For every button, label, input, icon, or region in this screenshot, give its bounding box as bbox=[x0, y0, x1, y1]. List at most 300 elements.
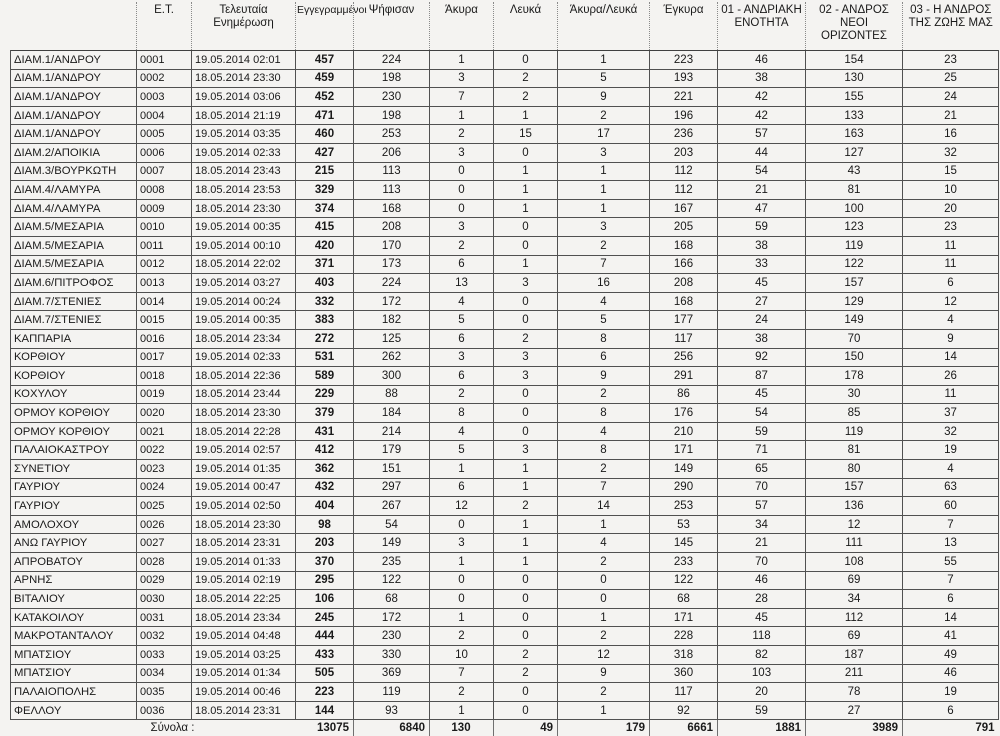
party-3-votes: 19 bbox=[903, 441, 999, 460]
last-update: 19.05.2014 03:06 bbox=[192, 88, 296, 107]
last-update: 18.05.2014 21:19 bbox=[192, 106, 296, 125]
voted-count: 235 bbox=[354, 553, 430, 572]
blank-count: 3 bbox=[494, 367, 558, 386]
table-row bbox=[11, 236, 999, 255]
voted-count: 119 bbox=[354, 683, 430, 702]
table-row bbox=[11, 311, 999, 330]
invalid-blank-count: 2 bbox=[558, 236, 650, 255]
header-blank: Λευκά bbox=[494, 2, 558, 51]
valid-count: 117 bbox=[650, 683, 718, 702]
station-name: ΔΙΑΜ.1/ΑΝΔΡΟΥ bbox=[11, 51, 137, 70]
party-1-votes: 44 bbox=[718, 143, 806, 162]
invalid-count: 2 bbox=[430, 385, 494, 404]
invalid-count: 3 bbox=[430, 218, 494, 237]
total-invalid: 130 bbox=[430, 720, 494, 736]
station-code: 0003 bbox=[137, 88, 192, 107]
registered-count: 460 bbox=[296, 125, 354, 144]
last-update: 19.05.2014 02:19 bbox=[192, 571, 296, 590]
invalid-count: 6 bbox=[430, 329, 494, 348]
results-table bbox=[10, 2, 999, 736]
registered-count: 203 bbox=[296, 534, 354, 553]
station-code: 0014 bbox=[137, 292, 192, 311]
header-registered: Εγγεγραμμένοι bbox=[296, 2, 354, 51]
registered-count: 374 bbox=[296, 199, 354, 218]
blank-count: 2 bbox=[494, 664, 558, 683]
party-1-votes: 38 bbox=[718, 69, 806, 88]
party-3-votes: 21 bbox=[903, 106, 999, 125]
party-3-votes: 23 bbox=[903, 218, 999, 237]
valid-count: 228 bbox=[650, 627, 718, 646]
blank-count: 0 bbox=[494, 236, 558, 255]
station-code: 0007 bbox=[137, 162, 192, 181]
header-party-3: 03 - Η ΑΝΔΡΟΣ ΤΗΣ ΖΩΗΣ ΜΑΣ bbox=[903, 2, 999, 51]
party-1-votes: 45 bbox=[718, 385, 806, 404]
invalid-blank-count: 7 bbox=[558, 478, 650, 497]
table-row bbox=[11, 329, 999, 348]
table-row bbox=[11, 534, 999, 553]
invalid-blank-count: 1 bbox=[558, 181, 650, 200]
station-code: 0005 bbox=[137, 125, 192, 144]
registered-count: 457 bbox=[296, 51, 354, 70]
station-name: ΚΟΡΘΙΟΥ bbox=[11, 367, 137, 386]
last-update: 18.05.2014 22:36 bbox=[192, 367, 296, 386]
header-voted: Ψήφισαν bbox=[354, 2, 430, 51]
party-3-votes: 9 bbox=[903, 329, 999, 348]
station-code: 0008 bbox=[137, 181, 192, 200]
last-update: 19.05.2014 02:33 bbox=[192, 348, 296, 367]
last-update: 18.05.2014 23:34 bbox=[192, 329, 296, 348]
invalid-count: 13 bbox=[430, 274, 494, 293]
registered-count: 471 bbox=[296, 106, 354, 125]
station-code: 0021 bbox=[137, 422, 192, 441]
party-2-votes: 81 bbox=[806, 181, 903, 200]
invalid-count: 4 bbox=[430, 292, 494, 311]
station-code: 0035 bbox=[137, 683, 192, 702]
party-2-votes: 122 bbox=[806, 255, 903, 274]
last-update: 18.05.2014 22:02 bbox=[192, 255, 296, 274]
station-name: ΚΟΡΘΙΟΥ bbox=[11, 348, 137, 367]
party-3-votes: 26 bbox=[903, 367, 999, 386]
party-1-votes: 42 bbox=[718, 106, 806, 125]
voted-count: 297 bbox=[354, 478, 430, 497]
blank-count: 2 bbox=[494, 646, 558, 665]
invalid-blank-count: 9 bbox=[558, 88, 650, 107]
table-row bbox=[11, 664, 999, 683]
registered-count: 371 bbox=[296, 255, 354, 274]
last-update: 18.05.2014 23:31 bbox=[192, 534, 296, 553]
party-2-votes: 154 bbox=[806, 51, 903, 70]
party-1-votes: 47 bbox=[718, 199, 806, 218]
station-code: 0012 bbox=[137, 255, 192, 274]
party-1-votes: 21 bbox=[718, 181, 806, 200]
invalid-blank-count: 7 bbox=[558, 255, 650, 274]
voted-count: 267 bbox=[354, 497, 430, 516]
station-name: ΒΙΤΑΛΙΟΥ bbox=[11, 590, 137, 609]
last-update: 19.05.2014 02:50 bbox=[192, 497, 296, 516]
valid-count: 112 bbox=[650, 162, 718, 181]
table-row bbox=[11, 292, 999, 311]
station-name: ΜΠΑΤΣΙΟΥ bbox=[11, 646, 137, 665]
voted-count: 172 bbox=[354, 292, 430, 311]
valid-count: 290 bbox=[650, 478, 718, 497]
table-row bbox=[11, 553, 999, 572]
table-row bbox=[11, 478, 999, 497]
station-code: 0011 bbox=[137, 236, 192, 255]
party-2-votes: 100 bbox=[806, 199, 903, 218]
station-name: ΔΙΑΜ.2/ΑΠΟΙΚΙΑ bbox=[11, 143, 137, 162]
total-registered: 13075 bbox=[296, 720, 354, 736]
party-3-votes: 11 bbox=[903, 255, 999, 274]
table-row bbox=[11, 608, 999, 627]
last-update: 19.05.2014 03:35 bbox=[192, 125, 296, 144]
table-row bbox=[11, 590, 999, 609]
invalid-blank-count: 1 bbox=[558, 701, 650, 720]
registered-count: 403 bbox=[296, 274, 354, 293]
station-name: ΔΙΑΜ.6/ΠΙΤΡΟΦΟΣ bbox=[11, 274, 137, 293]
party-2-votes: 12 bbox=[806, 515, 903, 534]
station-name: ΣΥΝΕΤΙΟΥ bbox=[11, 460, 137, 479]
invalid-blank-count: 4 bbox=[558, 422, 650, 441]
invalid-count: 0 bbox=[430, 571, 494, 590]
table-row bbox=[11, 199, 999, 218]
header-station-name bbox=[11, 2, 137, 51]
registered-count: 433 bbox=[296, 646, 354, 665]
party-2-votes: 157 bbox=[806, 274, 903, 293]
station-code: 0024 bbox=[137, 478, 192, 497]
total-invalid-blank: 179 bbox=[558, 720, 650, 736]
blank-count: 0 bbox=[494, 627, 558, 646]
invalid-blank-count: 1 bbox=[558, 199, 650, 218]
party-3-votes: 49 bbox=[903, 646, 999, 665]
station-name: ΟΡΜΟΥ ΚΟΡΘΙΟΥ bbox=[11, 404, 137, 423]
party-2-votes: 81 bbox=[806, 441, 903, 460]
party-1-votes: 27 bbox=[718, 292, 806, 311]
party-1-votes: 46 bbox=[718, 571, 806, 590]
party-2-votes: 70 bbox=[806, 329, 903, 348]
valid-count: 68 bbox=[650, 590, 718, 609]
voted-count: 149 bbox=[354, 534, 430, 553]
blank-count: 15 bbox=[494, 125, 558, 144]
station-code: 0018 bbox=[137, 367, 192, 386]
invalid-count: 1 bbox=[430, 608, 494, 627]
last-update: 19.05.2014 04:48 bbox=[192, 627, 296, 646]
blank-count: 0 bbox=[494, 292, 558, 311]
station-name: ΑΡΝΗΣ bbox=[11, 571, 137, 590]
valid-count: 168 bbox=[650, 236, 718, 255]
party-3-votes: 4 bbox=[903, 311, 999, 330]
registered-count: 444 bbox=[296, 627, 354, 646]
table-header bbox=[11, 2, 999, 51]
party-1-votes: 57 bbox=[718, 125, 806, 144]
invalid-blank-count: 1 bbox=[558, 608, 650, 627]
total-blank: 49 bbox=[494, 720, 558, 736]
party-2-votes: 112 bbox=[806, 608, 903, 627]
station-code: 0025 bbox=[137, 497, 192, 516]
station-code: 0010 bbox=[137, 218, 192, 237]
invalid-count: 3 bbox=[430, 348, 494, 367]
party-2-votes: 150 bbox=[806, 348, 903, 367]
registered-count: 329 bbox=[296, 181, 354, 200]
invalid-count: 2 bbox=[430, 236, 494, 255]
invalid-blank-count: 8 bbox=[558, 441, 650, 460]
valid-count: 92 bbox=[650, 701, 718, 720]
voted-count: 170 bbox=[354, 236, 430, 255]
header-party-1: 01 - ΑΝΔΡΙΑΚΗ ΕΝΟΤΗΤΑ bbox=[718, 2, 806, 51]
blank-count: 0 bbox=[494, 608, 558, 627]
registered-count: 432 bbox=[296, 478, 354, 497]
station-code: 0028 bbox=[137, 553, 192, 572]
voted-count: 184 bbox=[354, 404, 430, 423]
party-2-votes: 80 bbox=[806, 460, 903, 479]
registered-count: 229 bbox=[296, 385, 354, 404]
invalid-blank-count: 4 bbox=[558, 292, 650, 311]
valid-count: 221 bbox=[650, 88, 718, 107]
station-code: 0020 bbox=[137, 404, 192, 423]
valid-count: 117 bbox=[650, 329, 718, 348]
party-1-votes: 59 bbox=[718, 701, 806, 720]
registered-count: 98 bbox=[296, 515, 354, 534]
party-3-votes: 6 bbox=[903, 590, 999, 609]
invalid-count: 2 bbox=[430, 683, 494, 702]
invalid-count: 0 bbox=[430, 181, 494, 200]
party-3-votes: 46 bbox=[903, 664, 999, 683]
party-3-votes: 7 bbox=[903, 571, 999, 590]
voted-count: 54 bbox=[354, 515, 430, 534]
invalid-blank-count: 12 bbox=[558, 646, 650, 665]
party-2-votes: 111 bbox=[806, 534, 903, 553]
blank-count: 0 bbox=[494, 51, 558, 70]
party-3-votes: 6 bbox=[903, 701, 999, 720]
registered-count: 295 bbox=[296, 571, 354, 590]
valid-count: 53 bbox=[650, 515, 718, 534]
blank-count: 1 bbox=[494, 460, 558, 479]
party-3-votes: 4 bbox=[903, 460, 999, 479]
invalid-count: 4 bbox=[430, 422, 494, 441]
station-code: 0004 bbox=[137, 106, 192, 125]
last-update: 19.05.2014 02:33 bbox=[192, 143, 296, 162]
last-update: 18.05.2014 23:44 bbox=[192, 385, 296, 404]
table-row bbox=[11, 515, 999, 534]
valid-count: 210 bbox=[650, 422, 718, 441]
voted-count: 172 bbox=[354, 608, 430, 627]
invalid-count: 6 bbox=[430, 478, 494, 497]
last-update: 18.05.2014 23:30 bbox=[192, 69, 296, 88]
party-1-votes: 38 bbox=[718, 236, 806, 255]
last-update: 19.05.2014 02:57 bbox=[192, 441, 296, 460]
blank-count: 1 bbox=[494, 162, 558, 181]
header-invalid: Άκυρα bbox=[430, 2, 494, 51]
party-3-votes: 41 bbox=[903, 627, 999, 646]
party-2-votes: 27 bbox=[806, 701, 903, 720]
station-code: 0016 bbox=[137, 329, 192, 348]
registered-count: 215 bbox=[296, 162, 354, 181]
station-code: 0026 bbox=[137, 515, 192, 534]
invalid-blank-count: 3 bbox=[558, 143, 650, 162]
voted-count: 208 bbox=[354, 218, 430, 237]
valid-count: 112 bbox=[650, 181, 718, 200]
valid-count: 177 bbox=[650, 311, 718, 330]
station-name: ΜΠΑΤΣΙΟΥ bbox=[11, 664, 137, 683]
voted-count: 224 bbox=[354, 51, 430, 70]
invalid-count: 12 bbox=[430, 497, 494, 516]
blank-count: 2 bbox=[494, 88, 558, 107]
totals-label: Σύνολα : bbox=[150, 722, 195, 735]
station-name: ΑΜΟΛΟΧΟΥ bbox=[11, 515, 137, 534]
blank-count: 1 bbox=[494, 534, 558, 553]
blank-count: 1 bbox=[494, 199, 558, 218]
invalid-blank-count: 2 bbox=[558, 683, 650, 702]
invalid-blank-count: 5 bbox=[558, 69, 650, 88]
station-name: ΔΙΑΜ.7/ΣΤΕΝΙΕΣ bbox=[11, 292, 137, 311]
party-2-votes: 133 bbox=[806, 106, 903, 125]
invalid-blank-count: 14 bbox=[558, 497, 650, 516]
voted-count: 113 bbox=[354, 162, 430, 181]
invalid-count: 5 bbox=[430, 441, 494, 460]
party-3-votes: 11 bbox=[903, 236, 999, 255]
party-1-votes: 57 bbox=[718, 497, 806, 516]
last-update: 18.05.2014 22:28 bbox=[192, 422, 296, 441]
blank-count: 0 bbox=[494, 404, 558, 423]
table-row bbox=[11, 218, 999, 237]
registered-count: 362 bbox=[296, 460, 354, 479]
invalid-count: 6 bbox=[430, 255, 494, 274]
station-name: ΔΙΑΜ.3/ΒΟΥΡΚΩΤΗ bbox=[11, 162, 137, 181]
station-code: 0033 bbox=[137, 646, 192, 665]
party-1-votes: 21 bbox=[718, 534, 806, 553]
station-name: ΠΑΛΑΙΟΠΟΛΗΣ bbox=[11, 683, 137, 702]
blank-count: 0 bbox=[494, 422, 558, 441]
header-party-2: 02 - ΑΝΔΡΟΣ ΝΕΟΙ ΟΡΙΖΟΝΤΕΣ bbox=[806, 2, 903, 51]
total-party-1: 1881 bbox=[718, 720, 806, 736]
header-invalid-blank: Άκυρα/Λευκά bbox=[558, 2, 650, 51]
station-code: 0015 bbox=[137, 311, 192, 330]
blank-count: 1 bbox=[494, 553, 558, 572]
party-1-votes: 65 bbox=[718, 460, 806, 479]
station-name: ΔΙΑΜ.4/ΛΑΜΥΡΑ bbox=[11, 181, 137, 200]
invalid-blank-count: 2 bbox=[558, 460, 650, 479]
station-name: ΚΑΠΠΑΡΙΑ bbox=[11, 329, 137, 348]
registered-count: 404 bbox=[296, 497, 354, 516]
party-3-votes: 32 bbox=[903, 422, 999, 441]
station-name: ΔΙΑΜ.1/ΑΝΔΡΟΥ bbox=[11, 125, 137, 144]
station-code: 0006 bbox=[137, 143, 192, 162]
invalid-count: 2 bbox=[430, 125, 494, 144]
party-3-votes: 11 bbox=[903, 385, 999, 404]
station-name: ΔΙΑΜ.1/ΑΝΔΡΟΥ bbox=[11, 88, 137, 107]
valid-count: 122 bbox=[650, 571, 718, 590]
party-3-votes: 32 bbox=[903, 143, 999, 162]
voted-count: 206 bbox=[354, 143, 430, 162]
blank-count: 1 bbox=[494, 106, 558, 125]
party-1-votes: 82 bbox=[718, 646, 806, 665]
party-2-votes: 149 bbox=[806, 311, 903, 330]
voted-count: 262 bbox=[354, 348, 430, 367]
station-name: ΔΙΑΜ.4/ΛΑΜΥΡΑ bbox=[11, 199, 137, 218]
registered-count: 106 bbox=[296, 590, 354, 609]
station-name: ΦΕΛΛΟΥ bbox=[11, 701, 137, 720]
station-code: 0023 bbox=[137, 460, 192, 479]
party-1-votes: 38 bbox=[718, 329, 806, 348]
valid-count: 171 bbox=[650, 441, 718, 460]
invalid-count: 3 bbox=[430, 69, 494, 88]
table-row bbox=[11, 701, 999, 720]
party-2-votes: 155 bbox=[806, 88, 903, 107]
last-update: 18.05.2014 23:34 bbox=[192, 608, 296, 627]
party-2-votes: 157 bbox=[806, 478, 903, 497]
invalid-count: 1 bbox=[430, 460, 494, 479]
table-row bbox=[11, 385, 999, 404]
voted-count: 179 bbox=[354, 441, 430, 460]
registered-count: 427 bbox=[296, 143, 354, 162]
registered-count: 272 bbox=[296, 329, 354, 348]
station-name: ΑΠΡΟΒΑΤΟΥ bbox=[11, 553, 137, 572]
party-3-votes: 15 bbox=[903, 162, 999, 181]
valid-count: 253 bbox=[650, 497, 718, 516]
registered-count: 332 bbox=[296, 292, 354, 311]
party-2-votes: 127 bbox=[806, 143, 903, 162]
valid-count: 168 bbox=[650, 292, 718, 311]
valid-count: 167 bbox=[650, 199, 718, 218]
registered-count: 370 bbox=[296, 553, 354, 572]
table-row bbox=[11, 441, 999, 460]
blank-count: 3 bbox=[494, 441, 558, 460]
last-update: 18.05.2014 23:43 bbox=[192, 162, 296, 181]
station-name: ΔΙΑΜ.1/ΑΝΔΡΟΥ bbox=[11, 106, 137, 125]
party-3-votes: 60 bbox=[903, 497, 999, 516]
party-1-votes: 54 bbox=[718, 404, 806, 423]
party-1-votes: 87 bbox=[718, 367, 806, 386]
totals-row bbox=[11, 720, 999, 736]
invalid-count: 0 bbox=[430, 590, 494, 609]
party-1-votes: 92 bbox=[718, 348, 806, 367]
table-row bbox=[11, 627, 999, 646]
valid-count: 223 bbox=[650, 51, 718, 70]
registered-count: 459 bbox=[296, 69, 354, 88]
table-row bbox=[11, 348, 999, 367]
table-row bbox=[11, 683, 999, 702]
station-code: 0002 bbox=[137, 69, 192, 88]
station-name: ΟΡΜΟΥ ΚΟΡΘΙΟΥ bbox=[11, 422, 137, 441]
station-code: 0019 bbox=[137, 385, 192, 404]
blank-count: 2 bbox=[494, 497, 558, 516]
invalid-blank-count: 9 bbox=[558, 664, 650, 683]
valid-count: 205 bbox=[650, 218, 718, 237]
station-name: ΔΙΑΜ.7/ΣΤΕΝΙΕΣ bbox=[11, 311, 137, 330]
registered-count: 412 bbox=[296, 441, 354, 460]
invalid-count: 7 bbox=[430, 88, 494, 107]
voted-count: 330 bbox=[354, 646, 430, 665]
last-update: 19.05.2014 03:27 bbox=[192, 274, 296, 293]
voted-count: 224 bbox=[354, 274, 430, 293]
invalid-blank-count: 17 bbox=[558, 125, 650, 144]
party-3-votes: 6 bbox=[903, 274, 999, 293]
party-1-votes: 45 bbox=[718, 274, 806, 293]
invalid-blank-count: 1 bbox=[558, 515, 650, 534]
station-code: 0032 bbox=[137, 627, 192, 646]
party-1-votes: 46 bbox=[718, 51, 806, 70]
invalid-count: 1 bbox=[430, 51, 494, 70]
last-update: 19.05.2014 00:10 bbox=[192, 236, 296, 255]
total-valid: 6661 bbox=[650, 720, 718, 736]
party-2-votes: 130 bbox=[806, 69, 903, 88]
station-name: ΔΙΑΜ.5/ΜΕΣΑΡΙΑ bbox=[11, 218, 137, 237]
registered-count: 245 bbox=[296, 608, 354, 627]
voted-count: 253 bbox=[354, 125, 430, 144]
station-name: ΜΑΚΡΟΤΑΝΤΑΛΟΥ bbox=[11, 627, 137, 646]
party-1-votes: 70 bbox=[718, 553, 806, 572]
invalid-blank-count: 2 bbox=[558, 627, 650, 646]
party-2-votes: 211 bbox=[806, 664, 903, 683]
